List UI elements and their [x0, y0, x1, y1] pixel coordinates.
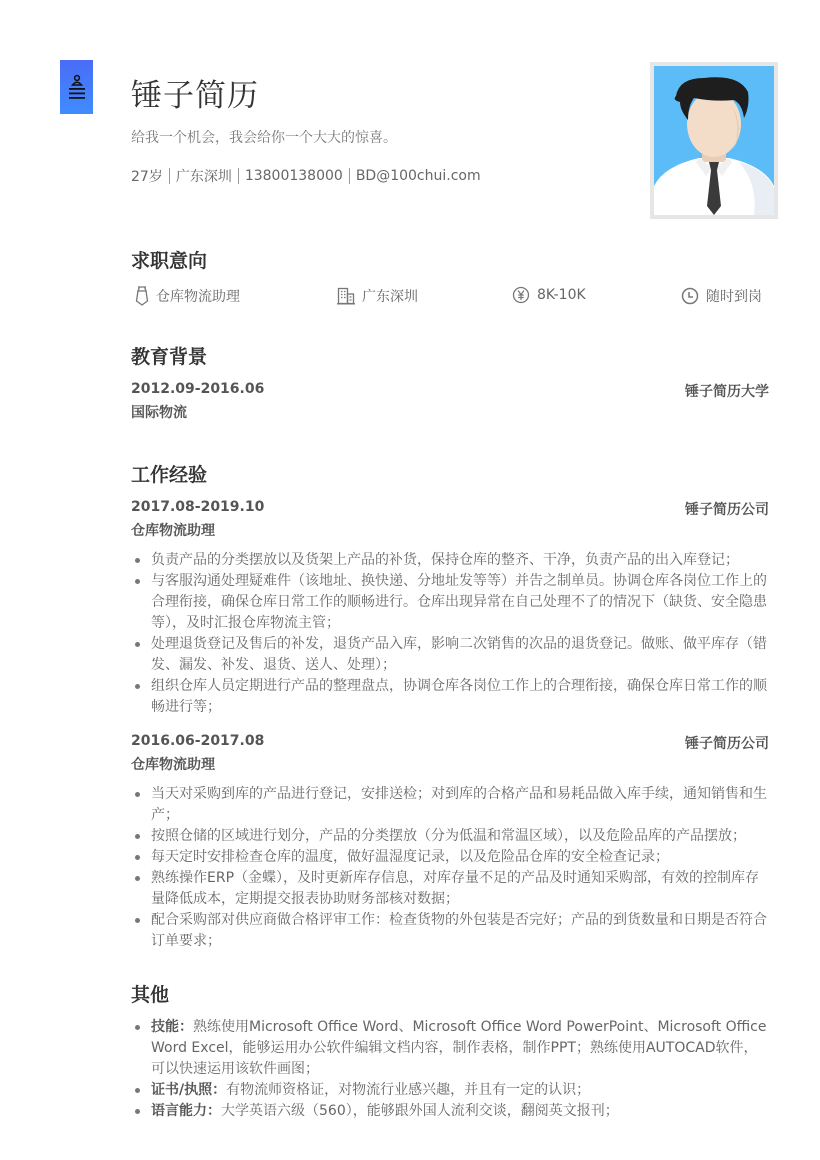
education-major: 国际物流	[131, 405, 187, 421]
list-item-skills	[131, 1017, 771, 1080]
tie-icon	[135, 286, 149, 306]
list-item: 按照仓储的区域进行划分，产品的分类摆放（分为低温和常温区域），以及危险品库的产品摆放；	[131, 826, 771, 847]
work-duties-list	[131, 550, 771, 718]
list-item-certificates	[131, 1080, 771, 1101]
intent-position	[135, 286, 240, 306]
intent-city-label: 广东深圳	[362, 289, 418, 305]
intent-salary	[512, 286, 586, 304]
list-item: 处理退货登记及售后的补发，退货产品入库，影响二次销售的次品的退货登记。做账、做平库存（错发、漏发、补发、退货、送人、处理）；	[131, 634, 771, 676]
intent-salary-label: 8K-10K	[537, 287, 586, 303]
resume-slogan: 给我一个机会，我会给你一个大大的惊喜。	[131, 130, 397, 146]
section-title-other: 其他	[131, 984, 170, 1006]
list-item: 组织仓库人员定期进行产品的整理盘点，协调仓库各岗位工作上的合理衔接，确保仓库日常工作的顺畅进行等；	[131, 676, 771, 718]
other-list	[131, 1017, 771, 1122]
skills-text: 熟练使用Microsoft Office Word、Microsoft Office Word PowerPoint、Microsoft Office Word Excel，能够运用办公软件编辑文档内容，制作表格，制作PPT；熟练使用AUTOCAD软件，可以快速运用该软件画图；	[151, 1019, 767, 1077]
resume-logo-badge	[60, 60, 93, 114]
avatar-illustration-icon	[654, 66, 774, 215]
education-period: 2012.09-2016.06	[131, 381, 265, 397]
list-item: 负责产品的分类摆放以及货架上产品的补货，保持仓库的整齐、干净，负责产品的出入库登记；	[131, 550, 771, 571]
skills-label: 技能：	[151, 1019, 193, 1035]
education-school: 锤子简历大学	[685, 384, 769, 400]
clock-icon	[681, 287, 699, 305]
intent-availability-label: 随时到岗	[706, 289, 762, 305]
certificates-text: 有物流师资格证，对物流行业感兴趣，并且有一定的认识；	[226, 1082, 591, 1098]
languages-text: 大学英语六级（560），能够跟外国人流利交谈，翻阅英文报刊；	[221, 1103, 619, 1119]
profile-photo	[650, 62, 778, 219]
yuan-icon	[512, 286, 530, 304]
section-title-intent: 求职意向	[131, 250, 208, 272]
work-entry-header	[131, 733, 769, 753]
job-intent-row	[131, 286, 771, 310]
list-item: 配合采购部对供应商做合格评审工作：检查货物的外包装是否完好；产品的到货数量和日期是否符合订单要求；	[131, 910, 771, 952]
intent-availability	[681, 286, 762, 306]
divider	[349, 168, 350, 184]
contact-phone: 13800138000	[244, 168, 343, 184]
divider	[169, 168, 170, 184]
list-item: 每天定时安排检查仓库的温度，做好温湿度记录，以及危险品仓库的安全检查记录；	[131, 847, 771, 868]
list-item-languages	[131, 1101, 771, 1122]
work-duties-list	[131, 784, 771, 952]
section-title-work: 工作经验	[131, 464, 208, 486]
languages-label: 语言能力：	[151, 1103, 221, 1119]
certificates-label: 证书/执照：	[151, 1082, 227, 1098]
work-company: 锤子简历公司	[685, 502, 769, 518]
education-entry-header	[131, 381, 769, 401]
intent-city	[337, 286, 418, 306]
building-icon	[337, 287, 355, 305]
work-position: 仓库物流助理	[131, 523, 215, 539]
contact-info	[131, 166, 481, 186]
contact-age: 27岁	[131, 169, 163, 185]
contact-location: 广东深圳	[175, 169, 232, 185]
intent-position-label: 仓库物流助理	[156, 289, 240, 305]
resume-icon	[68, 74, 86, 100]
list-item: 熟练操作ERP（金蝶），及时更新库存信息，对库存量不足的产品及时通知采购部，有效的控制库存量降低成本，定期提交报表协助财务部核对数据；	[131, 868, 771, 910]
work-company: 锤子简历公司	[685, 736, 769, 752]
divider	[238, 168, 239, 184]
work-period: 2017.08-2019.10	[131, 499, 265, 515]
work-position: 仓库物流助理	[131, 757, 215, 773]
resume-name: 锤子简历	[131, 78, 259, 114]
section-title-education: 教育背景	[131, 346, 208, 368]
list-item: 与客服沟通处理疑难件（该地址、换快递、分地址发等等）并告之制单员。协调仓库各岗位工作上的合理衔接，确保仓库日常工作的顺畅进行。仓库出现异常在自己处理不了的情况下（缺货、安全隐患等），及时汇报仓库物流主管；	[131, 571, 771, 634]
work-entry-header	[131, 499, 769, 519]
list-item: 当天对采购到库的产品进行登记，安排送检；对到库的合格产品和易耗品做入库手续，通知销售和生产；	[131, 784, 771, 826]
contact-email[interactable]: BD@100chui.com	[355, 168, 481, 184]
work-period: 2016.06-2017.08	[131, 733, 265, 749]
